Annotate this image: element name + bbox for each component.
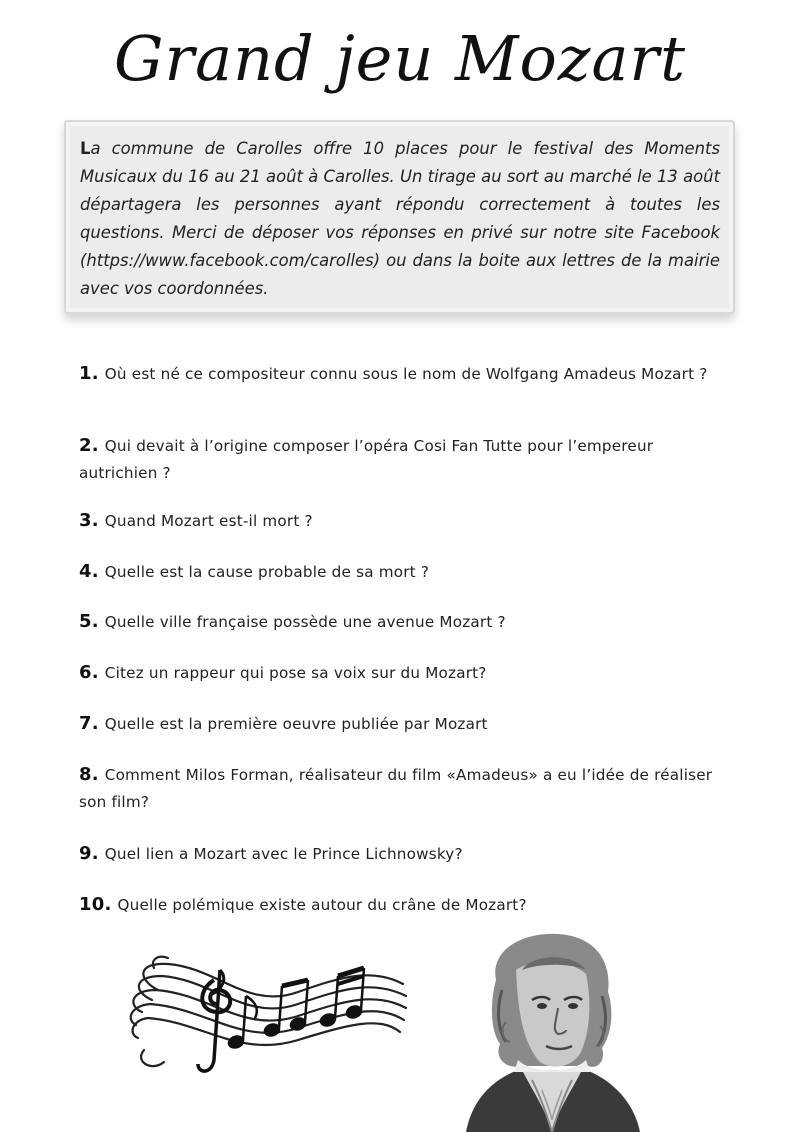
question-4 xyxy=(79,558,729,586)
question-text: Quelle est la première oeuvre publiée par Mozart xyxy=(104,715,488,733)
page-title: Grand jeu Mozart xyxy=(113,22,686,95)
question-2 xyxy=(79,432,729,487)
question-number: 10. xyxy=(79,894,112,915)
question-10 xyxy=(79,891,729,919)
question-number: 9. xyxy=(79,843,99,864)
question-1 xyxy=(79,360,729,388)
question-number: 2. xyxy=(79,435,99,456)
question-text: Quand Mozart est-il mort ? xyxy=(104,512,313,530)
music-staff-notes-icon xyxy=(128,950,413,1085)
question-text: Citez un rappeur qui pose sa voix sur du Mozart? xyxy=(104,664,487,682)
question-number: 4. xyxy=(79,561,99,582)
intro-paragraph xyxy=(80,135,720,304)
intro-lead-letter: L xyxy=(80,139,91,158)
question-text: Comment Milos Forman, réalisateur du film «Amadeus» a eu l’idée de réaliser son film? xyxy=(79,766,713,811)
question-number: 3. xyxy=(79,510,99,531)
question-text: Quelle ville française possède une avenue Mozart ? xyxy=(104,613,506,631)
question-number: 6. xyxy=(79,662,99,683)
mozart-portrait-icon xyxy=(462,930,642,1132)
question-7 xyxy=(79,710,729,738)
question-number: 7. xyxy=(79,713,99,734)
question-number: 1. xyxy=(79,363,99,384)
question-number: 5. xyxy=(79,611,99,632)
intro-text: a commune de Carolles offre 10 places pour le festival des Moments Musicaux du 16 au 21 août à Carolles. Un tirage au sort au marché le 13 août départagera les personnes ayant répondu correctement à toutes les questions. Merci de déposer vos réponses en privé sur notre site Facebook (https://www.facebook.com/carolles) ou dans la boite aux lettres de la mairie avec vos coordonnées. xyxy=(80,139,720,299)
question-text: Quelle polémique existe autour du crâne de Mozart? xyxy=(117,896,527,914)
question-8 xyxy=(79,761,729,816)
question-9 xyxy=(79,840,729,868)
question-6 xyxy=(79,659,729,687)
question-text: Où est né ce compositeur connu sous le nom de Wolfgang Amadeus Mozart ? xyxy=(104,365,708,383)
question-text: Quel lien a Mozart avec le Prince Lichnowsky? xyxy=(104,845,463,863)
question-text: Qui devait à l’origine composer l’opéra Cosi Fan Tutte pour l’empereur autrichien ? xyxy=(79,437,654,482)
question-number: 8. xyxy=(79,764,99,785)
question-5 xyxy=(79,608,729,636)
question-3 xyxy=(79,507,729,535)
question-text: Quelle est la cause probable de sa mort ? xyxy=(104,563,430,581)
